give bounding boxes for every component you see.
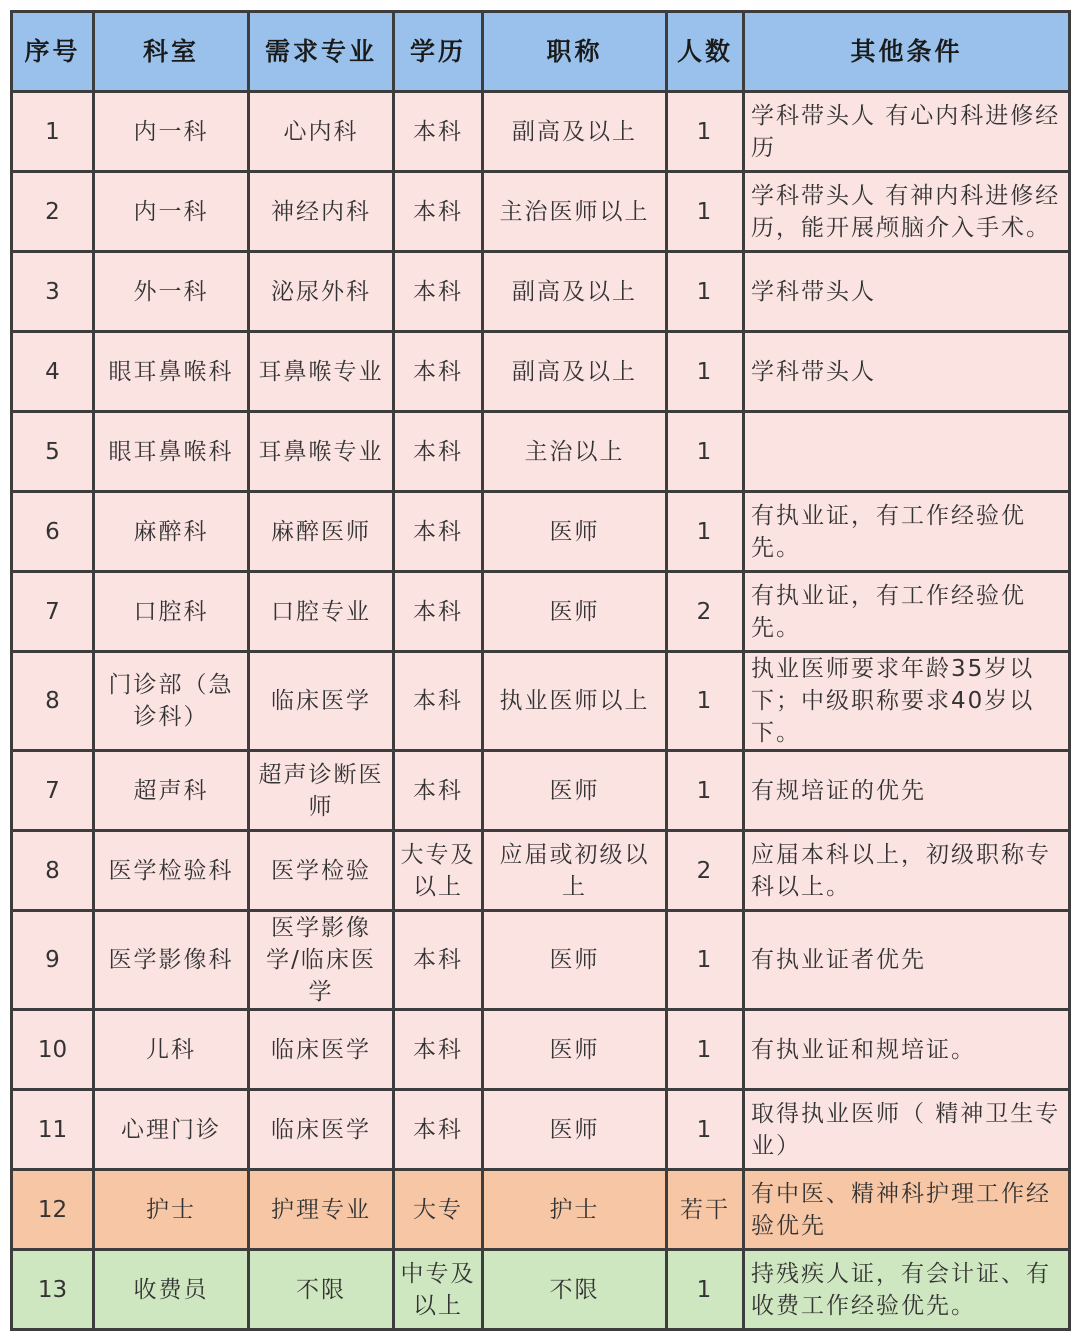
cell-count: 2	[667, 572, 744, 652]
cell-education: 大专及以上	[394, 831, 483, 911]
cell-major: 麻醉医师	[249, 492, 394, 572]
cell-dept: 门诊部（急诊科）	[94, 652, 249, 751]
cell-count: 1	[667, 332, 744, 412]
cell-title: 医师	[483, 751, 667, 831]
header-title: 职称	[483, 12, 667, 92]
table-row	[12, 911, 1070, 1010]
cell-no: 13	[12, 1250, 94, 1330]
cell-major: 临床医学	[249, 652, 394, 751]
cell-major: 超声诊断医师	[249, 751, 394, 831]
cell-title: 执业医师以上	[483, 652, 667, 751]
cell-other-conditions: 有规培证的优先	[744, 751, 1070, 831]
header-education: 学历	[394, 12, 483, 92]
cell-other-conditions: 应届本科以上，初级职称专科以上。	[744, 831, 1070, 911]
cell-other-conditions	[744, 412, 1070, 492]
cell-other-conditions: 学科带头人	[744, 252, 1070, 332]
cell-count: 1	[667, 1250, 744, 1330]
cell-count: 若干	[667, 1170, 744, 1250]
cell-dept: 麻醉科	[94, 492, 249, 572]
cell-other-conditions: 有中医、精神科护理工作经验优先	[744, 1170, 1070, 1250]
recruitment-table-container	[10, 10, 1071, 1331]
cell-major: 医学检验	[249, 831, 394, 911]
cell-major: 护理专业	[249, 1170, 394, 1250]
cell-dept: 超声科	[94, 751, 249, 831]
cell-no: 10	[12, 1010, 94, 1090]
cell-education: 本科	[394, 652, 483, 751]
cell-other-conditions: 学科带头人 有神内科进修经历，能开展颅脑介入手术。	[744, 172, 1070, 252]
table-row	[12, 172, 1070, 252]
cell-major: 耳鼻喉专业	[249, 332, 394, 412]
header-no: 序号	[12, 12, 94, 92]
cell-no: 8	[12, 652, 94, 751]
cell-title: 医师	[483, 492, 667, 572]
cell-title: 应届或初级以上	[483, 831, 667, 911]
cell-title: 副高及以上	[483, 332, 667, 412]
table-row	[12, 1250, 1070, 1330]
table-row	[12, 652, 1070, 751]
cell-other-conditions: 有执业证，有工作经验优先。	[744, 492, 1070, 572]
cell-dept: 外一科	[94, 252, 249, 332]
cell-count: 1	[667, 751, 744, 831]
cell-other-conditions: 学科带头人 有心内科进修经历	[744, 92, 1070, 172]
cell-dept: 内一科	[94, 92, 249, 172]
cell-count: 1	[667, 492, 744, 572]
cell-dept: 儿科	[94, 1010, 249, 1090]
cell-other-conditions: 学科带头人	[744, 332, 1070, 412]
cell-dept: 内一科	[94, 172, 249, 252]
cell-education: 本科	[394, 751, 483, 831]
table-row	[12, 412, 1070, 492]
cell-count: 2	[667, 831, 744, 911]
cell-education: 本科	[394, 1090, 483, 1170]
cell-no: 3	[12, 252, 94, 332]
cell-no: 4	[12, 332, 94, 412]
cell-education: 本科	[394, 172, 483, 252]
table-row	[12, 1010, 1070, 1090]
cell-education: 本科	[394, 492, 483, 572]
cell-education: 本科	[394, 252, 483, 332]
cell-no: 5	[12, 412, 94, 492]
cell-other-conditions: 有执业证者优先	[744, 911, 1070, 1010]
cell-education: 中专及以上	[394, 1250, 483, 1330]
cell-major: 临床医学	[249, 1090, 394, 1170]
cell-no: 7	[12, 751, 94, 831]
cell-major: 耳鼻喉专业	[249, 412, 394, 492]
cell-no: 6	[12, 492, 94, 572]
cell-count: 1	[667, 652, 744, 751]
cell-education: 本科	[394, 572, 483, 652]
cell-dept: 收费员	[94, 1250, 249, 1330]
cell-title: 主治医师以上	[483, 172, 667, 252]
table-row	[12, 92, 1070, 172]
cell-major: 心内科	[249, 92, 394, 172]
cell-count: 1	[667, 92, 744, 172]
cell-major: 口腔专业	[249, 572, 394, 652]
header-other-conditions: 其他条件	[744, 12, 1070, 92]
cell-education: 本科	[394, 1010, 483, 1090]
cell-education: 大专	[394, 1170, 483, 1250]
table-row	[12, 831, 1070, 911]
table-row	[12, 751, 1070, 831]
cell-title: 医师	[483, 911, 667, 1010]
cell-title: 护士	[483, 1170, 667, 1250]
cell-no: 2	[12, 172, 94, 252]
cell-major: 神经内科	[249, 172, 394, 252]
cell-no: 7	[12, 572, 94, 652]
cell-no: 12	[12, 1170, 94, 1250]
table-row	[12, 332, 1070, 412]
cell-title: 不限	[483, 1250, 667, 1330]
cell-dept: 眼耳鼻喉科	[94, 412, 249, 492]
cell-count: 1	[667, 172, 744, 252]
cell-major: 临床医学	[249, 1010, 394, 1090]
cell-other-conditions: 执业医师要求年龄35岁以下；中级职称要求40岁以下。	[744, 652, 1070, 751]
cell-no: 9	[12, 911, 94, 1010]
cell-count: 1	[667, 252, 744, 332]
cell-title: 主治以上	[483, 412, 667, 492]
cell-education: 本科	[394, 911, 483, 1010]
table-row	[12, 252, 1070, 332]
cell-dept: 医学影像科	[94, 911, 249, 1010]
cell-education: 本科	[394, 412, 483, 492]
header-major: 需求专业	[249, 12, 394, 92]
recruitment-table	[10, 10, 1071, 1331]
cell-major: 医学影像学/临床医学	[249, 911, 394, 1010]
cell-education: 本科	[394, 332, 483, 412]
cell-no: 11	[12, 1090, 94, 1170]
cell-dept: 眼耳鼻喉科	[94, 332, 249, 412]
cell-title: 医师	[483, 1090, 667, 1170]
cell-other-conditions: 取得执业医师（ 精神卫生专业）	[744, 1090, 1070, 1170]
cell-count: 1	[667, 1010, 744, 1090]
cell-no: 1	[12, 92, 94, 172]
cell-major: 泌尿外科	[249, 252, 394, 332]
header-dept: 科室	[94, 12, 249, 92]
table-row	[12, 492, 1070, 572]
table-row	[12, 1170, 1070, 1250]
cell-title: 医师	[483, 1010, 667, 1090]
cell-dept: 医学检验科	[94, 831, 249, 911]
header-count: 人数	[667, 12, 744, 92]
cell-dept: 护士	[94, 1170, 249, 1250]
cell-count: 1	[667, 1090, 744, 1170]
table-row	[12, 572, 1070, 652]
cell-other-conditions: 有执业证，有工作经验优先。	[744, 572, 1070, 652]
table-row	[12, 1090, 1070, 1170]
cell-count: 1	[667, 412, 744, 492]
cell-title: 副高及以上	[483, 92, 667, 172]
cell-other-conditions: 持残疾人证，有会计证、有收费工作经验优先。	[744, 1250, 1070, 1330]
cell-education: 本科	[394, 92, 483, 172]
cell-title: 医师	[483, 572, 667, 652]
cell-title: 副高及以上	[483, 252, 667, 332]
cell-other-conditions: 有执业证和规培证。	[744, 1010, 1070, 1090]
table-header-row	[12, 12, 1070, 92]
cell-count: 1	[667, 911, 744, 1010]
cell-dept: 心理门诊	[94, 1090, 249, 1170]
cell-no: 8	[12, 831, 94, 911]
cell-major: 不限	[249, 1250, 394, 1330]
cell-dept: 口腔科	[94, 572, 249, 652]
